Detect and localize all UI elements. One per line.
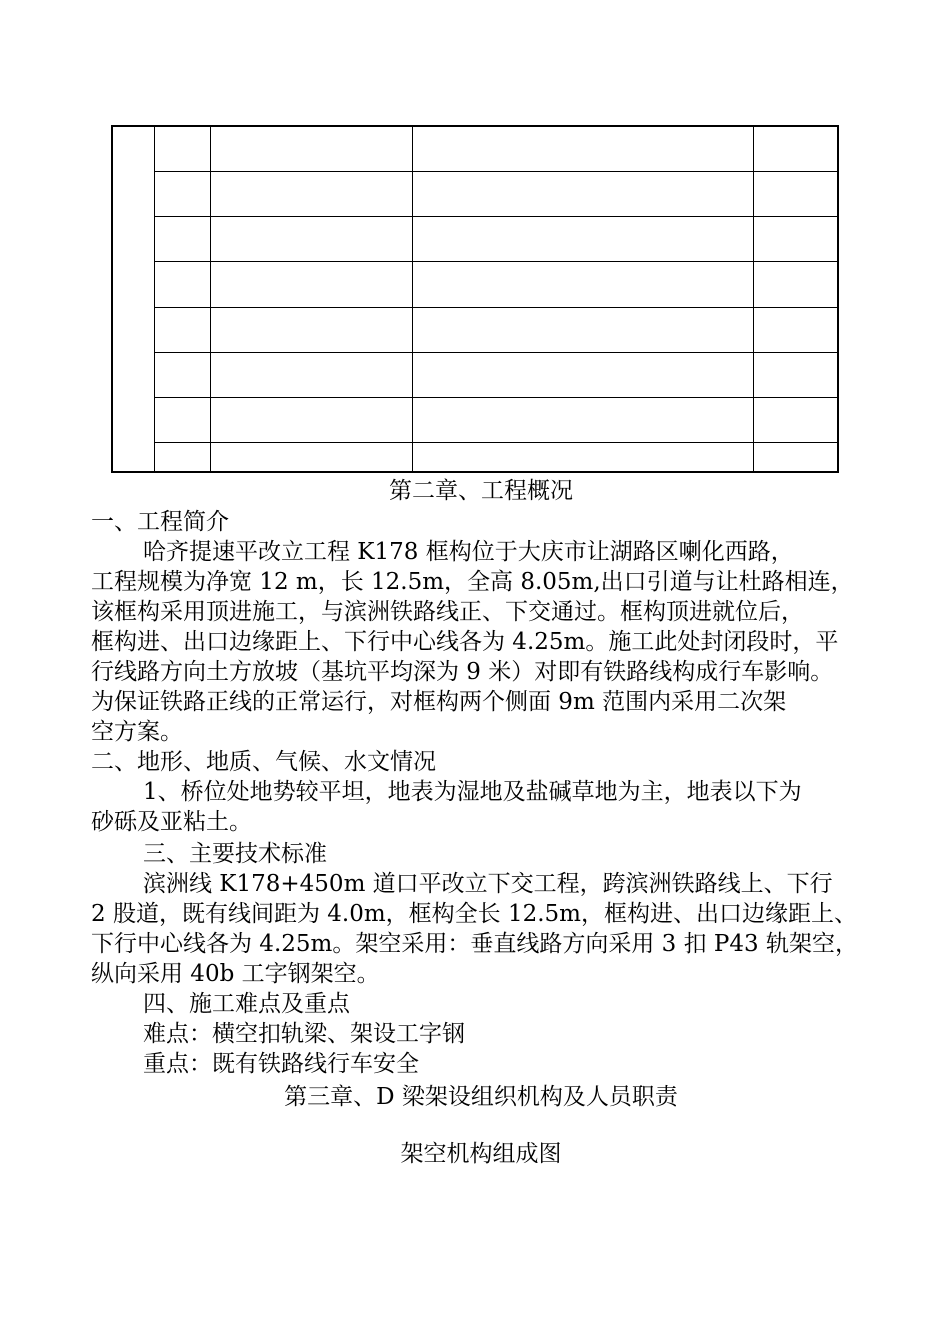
table-cell — [753, 171, 838, 216]
table-cell — [154, 398, 210, 443]
table-cell — [210, 126, 412, 171]
section1-line: 哈齐提速平改立工程 K178 框构位于大庆市让湖路区喇化西路， — [143, 539, 794, 565]
table-cell — [210, 262, 412, 307]
table-cell — [210, 443, 412, 472]
section2-heading: 二、地形、地质、气候、水文情况 — [91, 749, 436, 775]
difficulty-line: 难点：横空扣轨梁、架设工字钢 — [143, 1021, 465, 1047]
table-cell — [412, 217, 753, 262]
table-cell — [210, 398, 412, 443]
table-cell — [412, 307, 753, 352]
chapter3-title: 第三章、D 梁架设组织机构及人员职责 — [284, 1084, 678, 1110]
table-cell — [753, 126, 838, 171]
table-cell — [210, 171, 412, 216]
section3-line: 2 股道，既有线间距为 4.0m，框构全长 12.5m，框构进、出口边缘距上、 — [91, 901, 857, 927]
figure-title: 架空机构组成图 — [400, 1141, 562, 1167]
table-cell — [154, 171, 210, 216]
section3-heading: 三、主要技术标准 — [143, 841, 327, 867]
table-cell — [154, 352, 210, 397]
table-cell — [753, 352, 838, 397]
table-cell — [412, 443, 753, 472]
section1-line: 行线路方向土方放坡（基坑平均深为 9 米）对即有铁路线构成行车影响。 — [91, 659, 834, 685]
key-point-line: 重点：既有铁路线行车安全 — [143, 1051, 419, 1077]
table-cell-merged — [112, 126, 154, 472]
table-cell — [154, 262, 210, 307]
table-cell — [412, 398, 753, 443]
section3-line: 纵向采用 40b 工字钢架空。 — [91, 961, 380, 987]
table-cell — [753, 443, 838, 472]
section3-line: 下行中心线各为 4.25m。架空采用：垂直线路方向采用 3 扣 P43 轨架空， — [91, 931, 858, 957]
table-cell — [753, 262, 838, 307]
table-cell — [412, 171, 753, 216]
table-cell — [210, 307, 412, 352]
section4-heading: 四、施工难点及重点 — [143, 991, 350, 1017]
table-cell — [210, 352, 412, 397]
table-cell — [412, 352, 753, 397]
table-cell — [154, 217, 210, 262]
section1-line: 该框构采用顶进施工，与滨洲铁路线正、下交通过。框构顶进就位后， — [91, 599, 804, 625]
section3-line: 滨洲线 K178+450m 道口平改立下交工程，跨滨洲铁路线上、下行 — [143, 871, 833, 897]
table-cell — [154, 307, 210, 352]
section1-heading: 一、工程简介 — [91, 509, 229, 535]
table-cell — [154, 126, 210, 171]
section1-line: 框构进、出口边缘距上、下行中心线各为 4.25m。施工此处封闭段时，平 — [91, 629, 839, 655]
chapter2-title: 第二章、工程概况 — [389, 478, 573, 504]
table-cell — [753, 217, 838, 262]
table-cell — [412, 126, 753, 171]
table-cell — [753, 398, 838, 443]
table-cell — [753, 307, 838, 352]
blank-table — [111, 125, 839, 473]
table-cell — [210, 217, 412, 262]
table-cell — [154, 443, 210, 472]
section2-line: 砂砾及亚粘土。 — [91, 809, 252, 835]
section2-line: 1、桥位处地势较平坦，地表为湿地及盐碱草地为主，地表以下为 — [143, 779, 802, 805]
section1-line: 空方案。 — [91, 719, 183, 745]
section1-line: 工程规模为净宽 12 m，长 12.5m，全高 8.05m,出口引道与让杜路相连， — [91, 569, 854, 595]
table-cell — [412, 262, 753, 307]
section1-line: 为保证铁路正线的正常运行，对框构两个侧面 9m 范围内采用二次架 — [91, 689, 787, 715]
